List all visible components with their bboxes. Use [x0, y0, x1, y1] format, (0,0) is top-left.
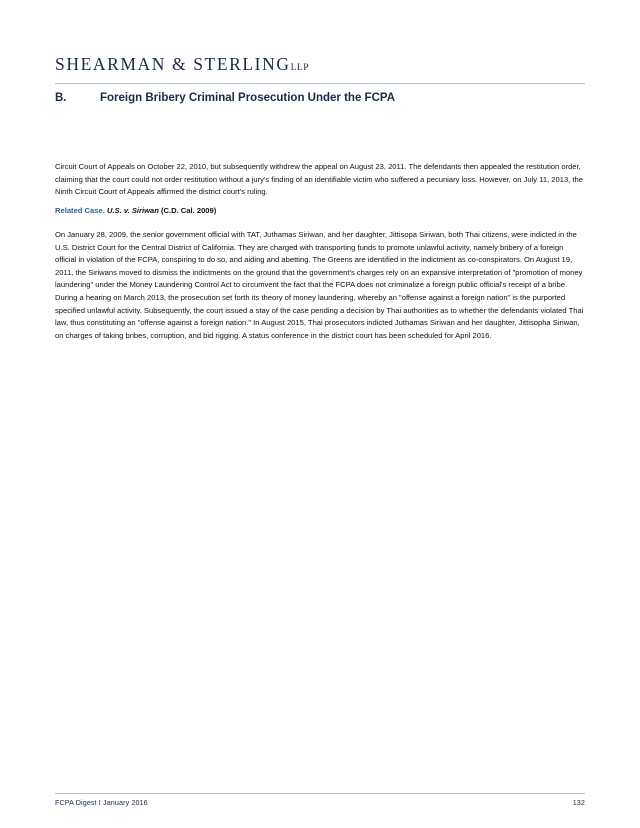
related-case-line	[55, 205, 585, 218]
firm-logo-wordmark	[55, 54, 585, 75]
related-case-label: Related Case.	[55, 206, 105, 215]
page-footer	[55, 798, 585, 807]
brand-word-shearman: SHEARMAN	[55, 54, 167, 74]
footer-page-number: 132	[572, 798, 585, 807]
body-paragraph-1: Circuit Court of Appeals on October 22, 2010, but subsequently withdrew the appeal on August 23, 2011. The defendants then appealed the restitution order, claiming that the court could not order restitution without a jury's finding of an identifiable victim who suffered a pecuniary loss. However, on July 11, 2013, the Ninth Circuit Court of Appeals affirmed the district court's ruling.	[55, 162, 583, 197]
header-divider	[55, 83, 585, 84]
firm-masthead	[55, 54, 585, 75]
brand-word-sterling: STERLING	[193, 54, 291, 74]
section-letter: B.	[55, 92, 67, 104]
case-citation-court: (C.D. Cal. 2009)	[160, 206, 217, 215]
brand-ampersand: &	[172, 54, 188, 74]
brand-suffix-llp: LLP	[290, 63, 309, 73]
case-citation-name: U.S. v. Siriwan	[106, 206, 159, 215]
page-title: Foreign Bribery Criminal Prosecution Under the FCPA	[100, 92, 395, 104]
footer-publication-label: FCPA Digest I January 2016	[55, 798, 148, 807]
footer-divider	[55, 793, 585, 794]
section-heading	[55, 92, 585, 104]
body-paragraph-2: On January 28, 2009, the senior government official with TAT, Juthamas Siriwan, and her daughter, Jittisopa Siriwan, both Thai citizens, were indicted in the U.S. District Court for the Central District of California. They are charged with transporting funds to promote unlawful activity, namely bribery of a foreign official in violation of the FCPA, conspiring to do so, and aiding and abetting. The Greens are identified in the indictment as co-conspirators. On August 19, 2011, the Siriwans moved to dismiss the indictments on the ground that the government's charges rely on an expansive interpretation of "promotion of money laundering" under the Money Laundering Control Act to circumvent the fact that the FCPA does not criminalize a foreign public official's receipt of a bribe. During a hearing on March 2013, the prosecution set forth its theory of money laundering, whereby an "offense against a foreign nation" is the purported specified unlawful activity. Subsequently, the court issued a stay of the case pending a decision by Thai authorities as to whether the defendants violated Thai law, thus constituting an "offense against a foreign nation." In August 2015, Thai prosecutors indicted Juthamas Siriwan and her daughter, Jittisopha Siriwan, on charges of taking bribes, corruption, and bid rigging. A status conference in the district court has been scheduled for April 2016.	[55, 230, 584, 340]
